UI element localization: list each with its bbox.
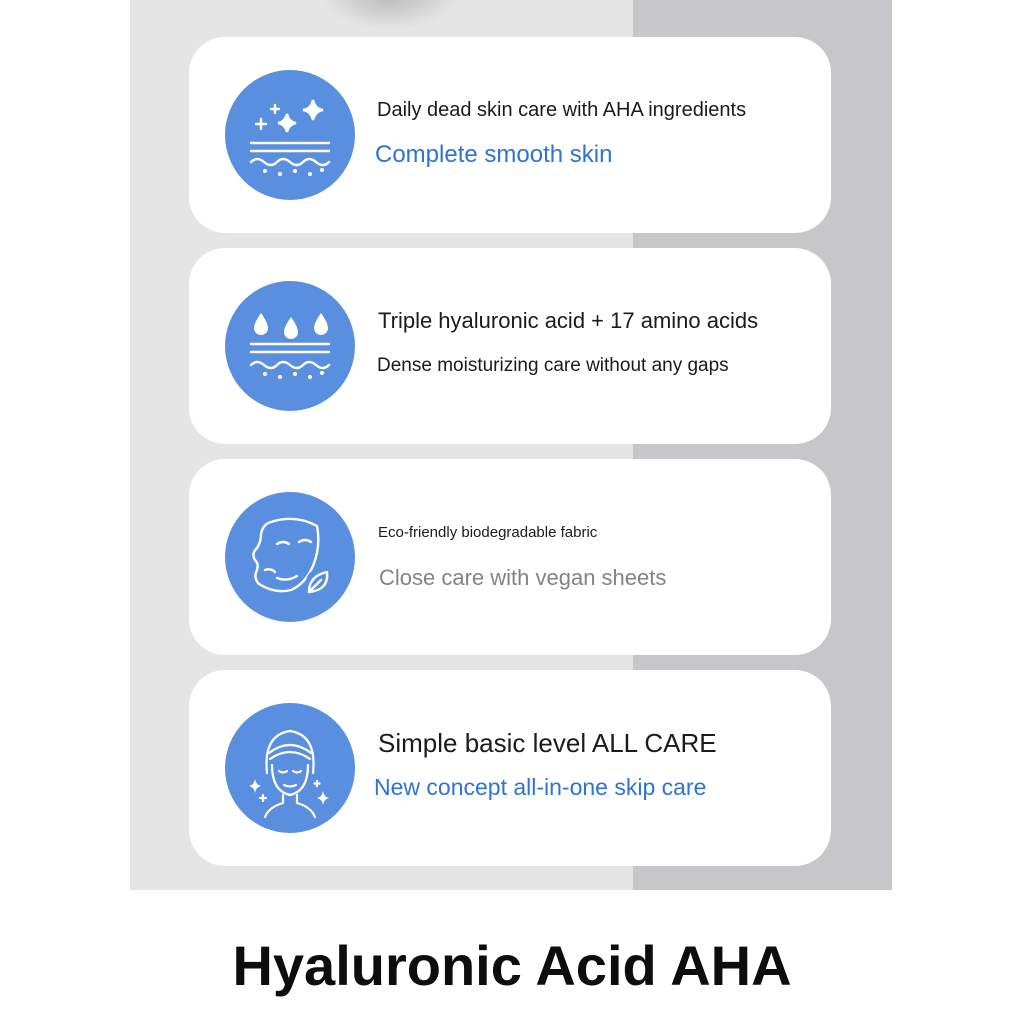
product-caption: Hyaluronic Acid AHA (232, 934, 792, 997)
feature-title: Daily dead skin care with AHA ingredients (377, 99, 747, 121)
feature-title: Eco-friendly biodegradable fabric (378, 524, 598, 541)
feature-card-hydration (189, 248, 831, 444)
skin-sparkle-icon (225, 70, 355, 200)
feature-subtitle: New concept all-in-one skip care (374, 774, 707, 800)
feature-subtitle: Complete smooth skin (375, 141, 613, 168)
skin-droplets-icon (225, 281, 355, 411)
feature-panel (130, 0, 892, 890)
feature-card-all-care (189, 670, 831, 866)
feature-subtitle: Dense moisturizing care without any gaps (377, 355, 729, 376)
feature-card-exfoliation (189, 37, 831, 233)
sheet-mask-leaf-icon (225, 492, 355, 622)
feature-title: Simple basic level ALL CARE (378, 728, 717, 758)
feature-title: Triple hyaluronic acid + 17 amino acids (378, 308, 759, 333)
feature-subtitle: Close care with vegan sheets (379, 565, 667, 590)
feature-card-vegan-sheet (189, 459, 831, 655)
product-shadow (320, 0, 460, 30)
face-sparkle-icon (225, 703, 355, 833)
